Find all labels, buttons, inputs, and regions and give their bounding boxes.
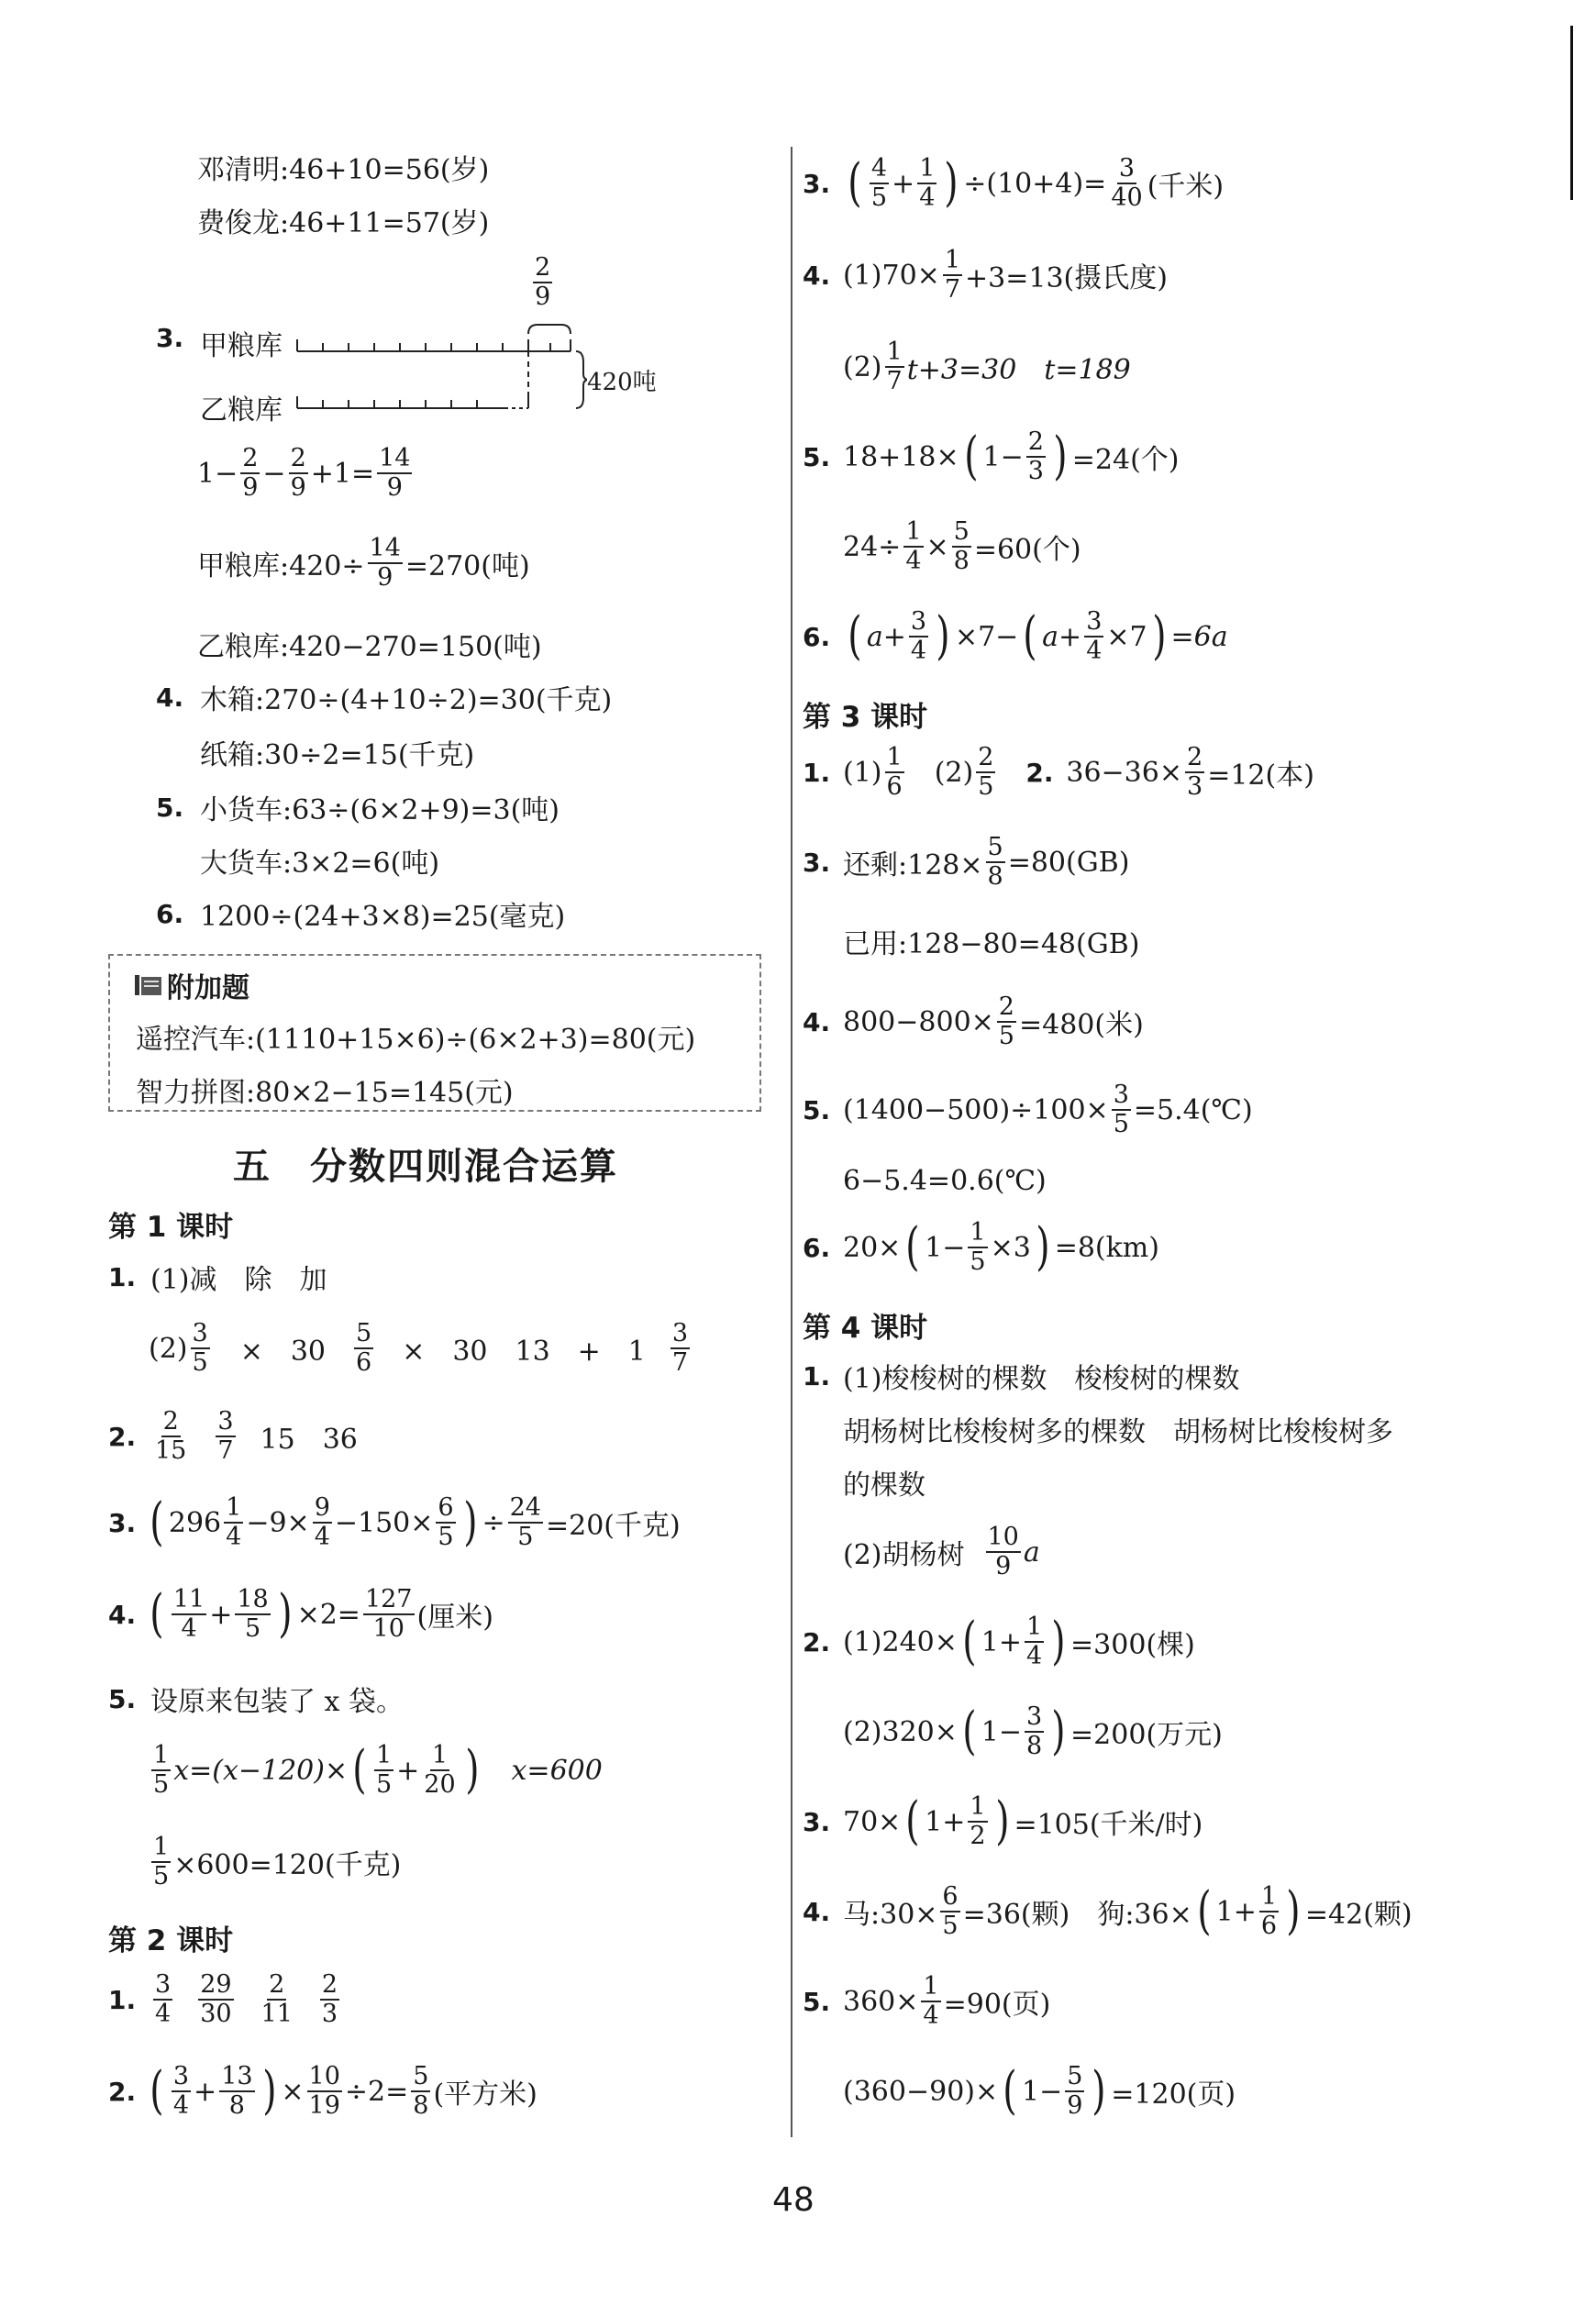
parenthesis: ( <box>1197 1881 1212 1942</box>
fraction: $\frac{2}{3}$ <box>1187 743 1203 802</box>
fraction: $\frac{14}{9}$ <box>369 534 401 593</box>
extra-answer: 智力拼图:80×2−15=145(元) <box>136 1077 514 1109</box>
unit-title: 五 分数四则混合运算 <box>233 1146 618 1188</box>
answer-line: 4. 800−800× $\frac{2}{5}$ =480(米) <box>803 992 1144 1051</box>
equation-line: $\frac{1}{5}$ ×600=120(千克) <box>153 1833 402 1891</box>
parenthesis: ( <box>150 1584 164 1645</box>
fraction: $\frac{1}{2}$ <box>970 1792 986 1851</box>
parenthesis: ) <box>464 1740 480 1801</box>
equation-line: 乙粮库:420−270=150(吨) <box>197 631 542 663</box>
answer-line: 的棵数 <box>843 1469 925 1502</box>
fraction: $\frac{3}{4}$ <box>155 1970 172 2029</box>
answer-line: 3. 还剩:128× $\frac{5}{8}$ =80(GB) <box>803 833 1130 892</box>
line-segment-diagram <box>294 321 587 422</box>
fraction: $\frac{5}{6}$ <box>356 1319 372 1378</box>
fraction: $\frac{6}{5}$ <box>438 1493 454 1552</box>
answer-line: 5. 18+18× ( 1− $\frac{2}{3}$ ) =24(个) <box>803 427 1180 487</box>
parenthesis: ( <box>962 1612 977 1672</box>
fraction: $\frac{1}{4}$ <box>923 1972 939 2031</box>
fraction: $\frac{10}{9}$ <box>987 1523 1019 1581</box>
answer-line: 4. (1)70× $\frac{1}{7}$ +3=13(摄氏度) <box>803 246 1168 305</box>
answer-line: 6. ( a+ $\frac{3}{4}$ ) ×7− ( a+ $\frac{3}{4}$ ×7 ) =6a <box>803 606 1228 667</box>
equation-line: 甲粮库:420÷ $\frac{14}{9}$ =270(吨) <box>197 534 530 593</box>
equation-line: $\frac{1}{5}$ x=(x−120)× ( $\frac{1}{5}$ + $\frac{1}{20}$ ) x=600 <box>153 1740 603 1801</box>
yi-label: 乙粮库 <box>200 394 283 427</box>
diagram-fraction <box>530 255 555 311</box>
parenthesis: ( <box>352 1740 367 1801</box>
answer-line: 3. ( 296 $\frac{1}{4}$ −9× $\frac{9}{4}$ −150× $\frac{6}{5}$ ) ÷ $\frac{24}{5}$ =20(千克) <box>108 1492 681 1553</box>
parenthesis: ( <box>962 1702 977 1762</box>
fraction: $\frac{3}{5}$ <box>1113 1081 1129 1139</box>
page-number: 48 <box>772 2181 815 2219</box>
parenthesis: ) <box>1092 2061 1106 2122</box>
fraction: $\frac{1}{5}$ <box>153 1741 170 1800</box>
fraction: $\frac{14}{9}$ <box>379 444 411 503</box>
fraction: $\frac{2}{5}$ <box>978 743 994 802</box>
answer-line: 5. 360× $\frac{1}{4}$ =90(页) <box>803 1972 1051 2031</box>
jia-label: 甲粮库 <box>200 330 283 362</box>
answer-line: 1. (1)减 除 加 <box>108 1261 327 1296</box>
fraction: $\frac{1}{4}$ <box>905 517 922 576</box>
fraction: $\frac{18}{5}$ <box>237 1585 269 1644</box>
answer-line: 4. 马:30× $\frac{6}{5}$ =36(颗) 狗:36× ( 1+ $\frac{1}{6}$ ) =42(颗) <box>803 1881 1413 1942</box>
answer-line: 已用:128−80=48(GB) <box>843 928 1140 960</box>
fraction: $\frac{2}{3}$ <box>321 1970 338 2029</box>
answer-line: 6. 20× ( 1− $\frac{1}{5}$ ×3 ) =8(km) <box>803 1217 1159 1278</box>
fraction: $\frac{1}{6}$ <box>886 743 903 802</box>
fraction: $\frac{11}{4}$ <box>172 1585 205 1644</box>
answer-line: (360−90)× ( 1− $\frac{5}{9}$ ) =120(页) <box>843 2061 1236 2122</box>
fraction: $\frac{1}{7}$ <box>886 338 903 396</box>
answer-line: 邓清明:46+10=56(岁) <box>197 154 490 186</box>
parenthesis: ) <box>994 1791 1010 1852</box>
fraction: $\frac{2}{11}$ <box>260 1970 293 2029</box>
parenthesis: ) <box>1286 1881 1301 1942</box>
page-edge-mark <box>1570 26 1573 200</box>
parenthesis: ( <box>848 153 862 214</box>
fraction: $\frac{10}{19}$ <box>308 2062 340 2121</box>
answer-line: 5. (1400−500)÷100× $\frac{3}{5}$ =5.4(℃) <box>803 1081 1253 1139</box>
parenthesis: ( <box>1003 2061 1017 2122</box>
answer-line: (2)320× ( 1− $\frac{3}{8}$ ) =200(万元) <box>843 1702 1223 1762</box>
fraction: $\frac{3}{8}$ <box>1026 1702 1043 1761</box>
answer-line: 4. ( $\frac{11}{4}$ + $\frac{18}{5}$ ) ×2= $\frac{127}{10}$ (厘米) <box>108 1584 493 1645</box>
fraction: $\frac{6}{5}$ <box>942 1882 959 1941</box>
lesson-heading: 第 3 课时 <box>803 701 928 734</box>
parenthesis: ) <box>1151 606 1167 667</box>
fraction: $\frac{2}{9}$ <box>535 253 551 312</box>
parenthesis: ) <box>277 1584 293 1645</box>
fraction: $\frac{127}{10}$ <box>364 1585 413 1644</box>
fraction: $\frac{29}{30}$ <box>200 1970 232 2029</box>
parenthesis: ( <box>905 1791 920 1852</box>
fraction: $\frac{3}{5}$ <box>192 1319 208 1378</box>
answer-line: 6−5.4=0.6(℃) <box>843 1165 1047 1197</box>
parenthesis: ( <box>963 427 979 487</box>
answer-line: 大货车:3×2=6(吨) <box>200 848 440 880</box>
lesson-heading: 第 2 课时 <box>108 1924 234 1957</box>
fraction: $\frac{2}{3}$ <box>1027 427 1044 486</box>
extra-title: 附加题 <box>134 965 249 1005</box>
fraction: $\frac{1}{4}$ <box>1026 1613 1043 1671</box>
fraction: $\frac{1}{4}$ <box>226 1493 242 1552</box>
parenthesis: ( <box>150 2061 164 2122</box>
answer-line: 纸箱:30÷2=15(千克) <box>200 739 475 771</box>
answer-line: (2) $\frac{1}{7}$ t+3=30 t=189 <box>843 338 1131 396</box>
column-divider <box>791 147 792 2137</box>
total-label: 420吨 <box>587 369 657 396</box>
parenthesis: ) <box>944 153 959 214</box>
answer-line: 费俊龙:46+11=57(岁) <box>197 207 490 239</box>
parenthesis: ) <box>1053 427 1068 487</box>
parenthesis: ) <box>462 1492 478 1553</box>
answer-line: (2)胡杨树 $\frac{10}{9}$ a <box>843 1523 1040 1581</box>
parenthesis: ( <box>1023 606 1037 667</box>
answer-line: 胡杨树比梭梭树多的棵数 胡杨树比梭梭树多 <box>843 1416 1393 1448</box>
fraction: $\frac{3}{4}$ <box>1086 607 1103 666</box>
fraction: $\frac{5}{8}$ <box>987 833 1003 892</box>
book-icon <box>134 973 163 997</box>
answer-line: 5. 设原来包装了 x 袋。 <box>108 1683 404 1718</box>
fraction: $\frac{5}{8}$ <box>953 517 970 576</box>
fraction: $\frac{2}{15}$ <box>155 1407 187 1466</box>
fraction: $\frac{5}{9}$ <box>1067 2062 1083 2121</box>
extra-answer: 遥控汽车:(1110+15×6)÷(6×2+3)=80(元) <box>136 1024 696 1056</box>
fraction: $\frac{3}{7}$ <box>217 1407 234 1466</box>
answer-line: (2) $\frac{3}{5}$ × 30 $\frac{5}{6}$ × 30 13 + 1 $\frac{3}{7}$ <box>149 1319 689 1378</box>
fraction: $\frac{1}{5}$ <box>153 1833 170 1891</box>
fraction: $\frac{13}{8}$ <box>221 2062 253 2121</box>
fraction: $\frac{2}{9}$ <box>290 444 306 503</box>
answer-line: 5. 小货车:63÷(6×2+9)=3(吨) <box>156 792 560 826</box>
answer-line: 1. (1)梭梭树的棵数 梭梭树的棵数 <box>803 1360 1240 1395</box>
fraction: $\frac{1}{6}$ <box>1260 1882 1278 1941</box>
fraction: $\frac{1}{20}$ <box>424 1741 456 1800</box>
lesson-heading: 第 1 课时 <box>108 1211 234 1244</box>
answer-line: 2. (1)240× ( 1+ $\frac{1}{4}$ ) =300(棵) <box>803 1612 1195 1672</box>
fraction: $\frac{1}{4}$ <box>919 154 936 213</box>
answer-line: 1. $\frac{3}{4}$ $\frac{29}{30}$ $\frac{2}{11}$ $\frac{2}{3}$ <box>108 1970 338 2029</box>
fraction: $\frac{1}{5}$ <box>375 1741 393 1800</box>
fraction: $\frac{3}{7}$ <box>671 1319 689 1378</box>
answer-line: 4. 木箱:270÷(4+10÷2)=30(千克) <box>156 682 613 716</box>
fraction: $\frac{3}{40}$ <box>1111 154 1143 213</box>
parenthesis: ) <box>1051 1612 1066 1672</box>
fraction: $\frac{1}{7}$ <box>944 246 960 305</box>
answer-line: 1. (1) $\frac{1}{6}$ (2) $\frac{2}{5}$ 2. 36−36× $\frac{2}{3}$ =12(本) <box>803 743 1314 802</box>
fraction: $\frac{3}{4}$ <box>172 2062 190 2121</box>
parenthesis: ) <box>261 2061 277 2122</box>
answer-line: 3. ( $\frac{4}{5}$ + $\frac{1}{4}$ ) ÷(10+4)= $\frac{3}{40}$ (千米) <box>803 153 1225 214</box>
lesson-heading: 第 4 课时 <box>803 1312 928 1345</box>
answer-line: 6. 1200÷(24+3×8)=25(毫克) <box>156 898 566 933</box>
fraction: $\frac{2}{5}$ <box>998 992 1014 1051</box>
fraction: $\frac{3}{4}$ <box>910 607 927 666</box>
fraction: $\frac{1}{5}$ <box>970 1218 986 1277</box>
answer-line: 3. 70× ( 1+ $\frac{1}{2}$ ) =105(千米/时) <box>803 1791 1203 1852</box>
question-number: 3. <box>156 323 184 353</box>
parenthesis: ) <box>1051 1702 1066 1762</box>
parenthesis: ( <box>150 1492 164 1553</box>
answer-line: 24÷ $\frac{1}{4}$ × $\frac{5}{8}$ =60(个) <box>843 517 1081 576</box>
fraction: $\frac{24}{5}$ <box>509 1493 541 1552</box>
parenthesis: ) <box>936 606 950 667</box>
fraction: $\frac{5}{8}$ <box>413 2062 429 2121</box>
fraction: $\frac{9}{4}$ <box>314 1493 330 1552</box>
fraction: $\frac{4}{5}$ <box>870 154 888 213</box>
parenthesis: ) <box>1036 1217 1050 1278</box>
parenthesis: ( <box>848 606 862 667</box>
equation-line: 1− $\frac{2}{9}$ − $\frac{2}{9}$ +1= $\frac{14}{9}$ <box>197 444 411 503</box>
answer-line: 2. ( $\frac{3}{4}$ + $\frac{13}{8}$ ) × $\frac{10}{19}$ ÷2= $\frac{5}{8}$ (平方米) <box>108 2061 538 2122</box>
fraction: $\frac{2}{9}$ <box>242 444 259 503</box>
parenthesis: ( <box>905 1217 920 1278</box>
answer-line: 2. $\frac{2}{15}$ $\frac{3}{7}$ 15 36 <box>108 1407 358 1466</box>
